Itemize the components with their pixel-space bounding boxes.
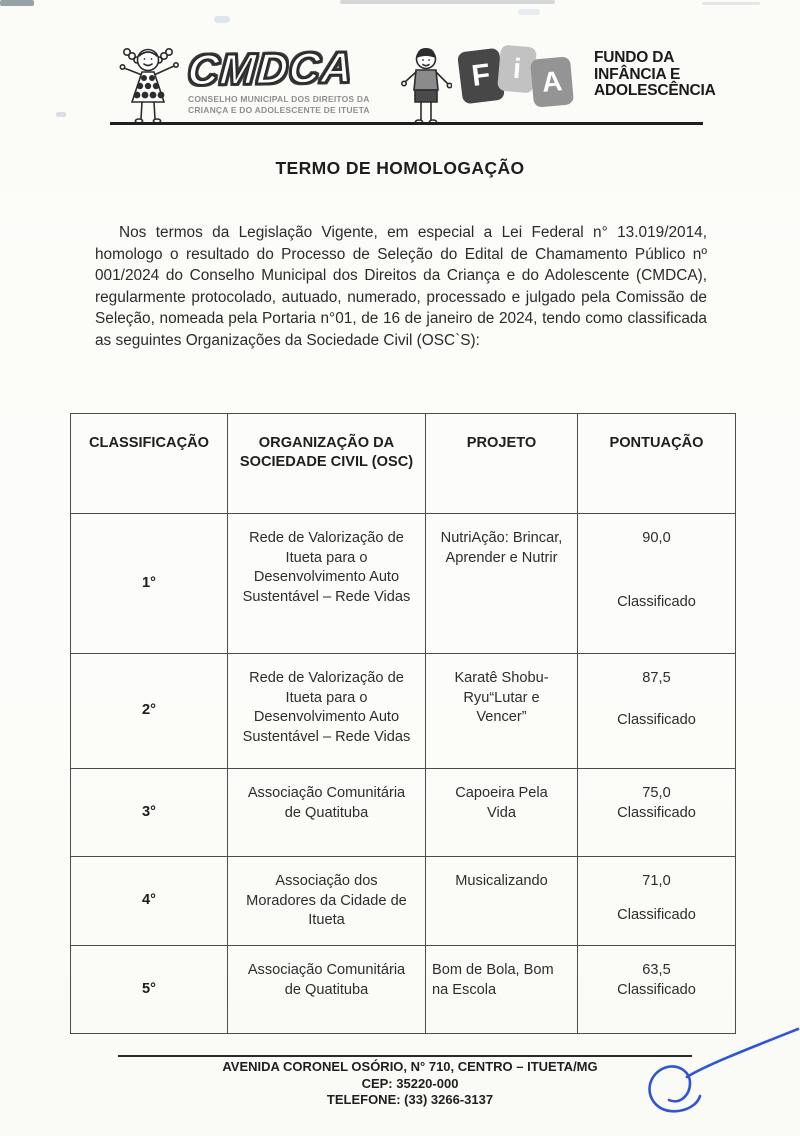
column-header-projeto: PROJETO (426, 414, 578, 514)
status-label: Classificado (617, 906, 696, 923)
scan-artifact (56, 112, 66, 117)
footer-address: AVENIDA CORONEL OSÓRIO, N° 710, CENTRO – ITUETA/MG (222, 1059, 598, 1074)
scan-artifact (702, 2, 760, 5)
footer-cep: CEP: 35220-000 (361, 1075, 459, 1091)
scan-artifact (0, 0, 34, 6)
score-cell (578, 654, 736, 769)
project-cell: Capoeira Pela Vida (426, 769, 578, 857)
column-header-classificacao: CLASSIFICAÇÃO (71, 414, 228, 514)
table-row (71, 654, 736, 769)
status-label: Classificado (617, 593, 696, 610)
classification-table (70, 413, 736, 1034)
score-value: 63,5 (642, 962, 671, 978)
classification-cell: 5° (71, 946, 228, 1034)
status-label: Classificado (617, 981, 696, 998)
scan-artifact (518, 9, 540, 15)
osc-cell: Rede de Valorização de Itueta para o Desenvolvimento Auto Sustentável – Rede Vidas (228, 654, 426, 769)
intro-paragraph: Nos termos da Legislação Vigente, em especial a Lei Federal n° 13.019/2014, homologo o resultado do Processo de Seleção do Edital de Chamamento Público nº 001/2024 do Conselho Municipal dos Direitos da Criança e do Adolescente (CMDCA), regularmente protocolado, autuado, numerado, processado e julgado pela Comissão de Seleção, nomeada pela Portaria n°01, de 16 de janeiro de 2024, tendo como classificada as seguintes Organizações da Sociedade Civil (OSC`S): (95, 224, 707, 349)
project-cell: NutriAção: Brincar, Aprender e Nutrir (426, 514, 578, 654)
project-cell: Karatê Shobu-Ryu“Lutar e Vencer” (426, 654, 578, 769)
cmdca-logo-text: CMDCA (186, 43, 355, 95)
score-value: 71,0 (642, 873, 671, 889)
status-label: Classificado (617, 711, 696, 728)
table-row (71, 769, 736, 857)
fia-logo-blocks (460, 50, 586, 106)
column-header-osc: ORGANIZAÇÃO DA SOCIEDADE CIVIL (OSC) (228, 414, 426, 514)
footer-divider-rule (118, 1055, 692, 1057)
fia-title: FUNDO DA INFÂNCIA E ADOLESCÊNCIA (594, 49, 716, 99)
score-cell (578, 769, 736, 857)
girl-figure-icon (110, 42, 186, 126)
footer-phone: TELEFONE: (33) 3266-3137 (326, 1092, 494, 1107)
score-value: 87,5 (642, 670, 671, 686)
osc-cell: Associação Comunitária de Quatituba (228, 769, 426, 857)
classification-cell: 4° (71, 857, 228, 946)
table-row (71, 857, 736, 946)
classification-cell: 3° (71, 769, 228, 857)
table-row (71, 514, 736, 654)
fia-block-f: F (457, 48, 505, 105)
cmdca-subtitle: CONSELHO MUNICIPAL DOS DIREITOS DA CRIANÇA E DO ADOLESCENTE DE ITUETA (188, 94, 370, 115)
project-cell: Musicalizando (426, 857, 578, 946)
score-value: 75,0 (642, 785, 671, 801)
fia-block-i: i (497, 45, 537, 94)
classification-cell: 2° (71, 654, 228, 769)
osc-cell: Rede de Valorização de Itueta para o Desenvolvimento Auto Sustentável – Rede Vidas (228, 514, 426, 654)
score-value: 90,0 (642, 530, 671, 546)
cmdca-logo (186, 43, 396, 115)
score-cell (578, 857, 736, 946)
header-logo-strip (110, 42, 716, 124)
signature-scribble (610, 1020, 800, 1128)
status-label: Classificado (617, 804, 696, 821)
column-header-pontuacao: PONTUAÇÃO (578, 414, 736, 514)
osc-cell: Associação Comunitária de Quatituba (228, 946, 426, 1034)
document-title: TERMO DE HOMOLOGAÇÃO (275, 158, 525, 178)
header-divider-rule (110, 122, 703, 125)
score-cell (578, 514, 736, 654)
project-cell: Bom de Bola, Bom na Escola (426, 946, 578, 1034)
fia-block-a: A (530, 56, 574, 107)
scan-artifact (340, 0, 555, 4)
osc-cell: Associação dos Moradores da Cidade de Itueta (228, 857, 426, 946)
scan-artifact (214, 16, 230, 23)
classification-cell: 1° (71, 514, 228, 654)
boy-figure-icon (400, 44, 452, 128)
table-header-row (71, 414, 736, 514)
